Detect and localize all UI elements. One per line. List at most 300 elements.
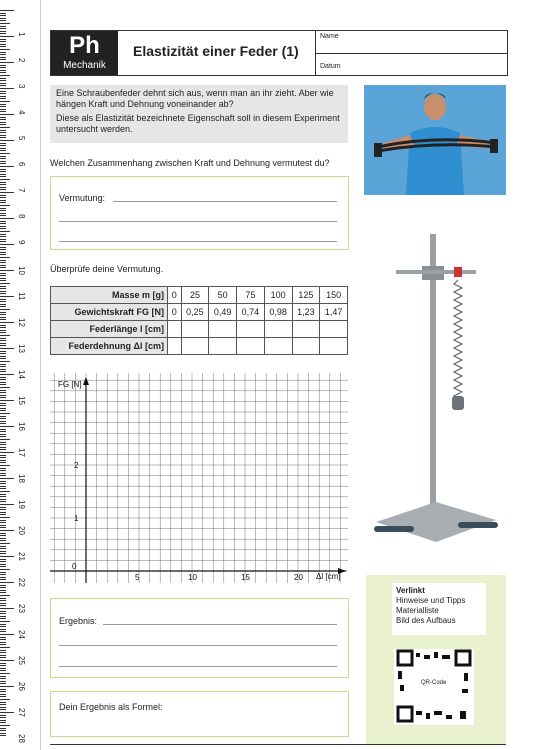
ruler-tick [0, 304, 6, 305]
ruler-tick [0, 182, 6, 183]
ruler-tick [0, 345, 6, 346]
ruler-tick [0, 13, 6, 14]
ruler-tick [0, 491, 10, 492]
ruler-tick [0, 405, 6, 406]
measurement-table [50, 286, 348, 355]
ruler-tick [0, 361, 10, 362]
check-instruction: Überprüfe deine Vermutung. [50, 264, 164, 274]
ruler-tick [0, 408, 6, 409]
ruler-tick [0, 374, 14, 375]
ruler-tick [0, 699, 10, 700]
ruler-number: 24 [17, 630, 26, 639]
ruler-tick [0, 145, 6, 146]
ruler-tick [0, 67, 6, 68]
empty-cell[interactable] [237, 321, 265, 338]
ruler-tick [0, 494, 6, 495]
ruler-tick [0, 293, 6, 294]
write-line[interactable] [59, 645, 337, 646]
ruler-number: 5 [17, 136, 26, 141]
ruler-tick [0, 283, 10, 284]
ruler-tick [0, 340, 6, 341]
ruler-tick [0, 481, 6, 482]
y-tick-label: 1 [74, 514, 79, 523]
ruler-tick [0, 579, 6, 580]
ruler-tick [0, 644, 6, 645]
ruler-tick [0, 470, 6, 471]
formula-box [50, 691, 349, 737]
ruler-tick [0, 377, 6, 378]
verlinkt-title: Verlinkt [396, 586, 425, 595]
ruler-tick [0, 715, 6, 716]
ruler-tick [0, 174, 6, 175]
empty-cell[interactable] [168, 321, 182, 338]
qr-label: QR-Code [421, 680, 447, 686]
row-label-extension: Federdehnung Δl [cm] [51, 338, 168, 355]
empty-cell[interactable] [320, 338, 348, 355]
x-tick-label: 20 [294, 573, 303, 582]
ruler-tick [0, 10, 14, 11]
ruler-tick [0, 652, 6, 653]
ruler-tick [0, 148, 6, 149]
table-cell: 0 [168, 287, 182, 304]
table-cell: 75 [237, 287, 265, 304]
ruler-tick [0, 426, 14, 427]
table-cell: 0 [168, 304, 182, 321]
ruler-tick [0, 265, 6, 266]
ruler-tick [0, 439, 10, 440]
ruler-tick [0, 390, 6, 391]
ruler-tick [0, 694, 6, 695]
ruler-tick [0, 670, 6, 671]
ruler-tick [0, 704, 6, 705]
ruler-number: 25 [17, 656, 26, 665]
ruler-tick [0, 483, 6, 484]
empty-cell[interactable] [209, 338, 237, 355]
ruler-tick [0, 223, 6, 224]
ruler-tick [0, 325, 6, 326]
ruler-tick [0, 559, 6, 560]
question-text: Welchen Zusammenhang zwischen Kraft und Dehnung vermutest du? [50, 158, 330, 168]
ruler-number: 28 [17, 734, 26, 743]
ruler-tick [0, 252, 6, 253]
subject-area: Mechanik [63, 60, 106, 71]
name-label: Name [320, 33, 339, 40]
table-cell: 0,49 [209, 304, 237, 321]
intro-text-1: Eine Schraubenfeder dehnt sich aus, wenn man an ihr zieht. Aber wie hängen Kraft und Dehnung voneinander ab? [56, 88, 334, 109]
ruler-tick [0, 52, 6, 53]
ruler-number: 15 [17, 396, 26, 405]
ruler-tick [0, 722, 6, 723]
ruler-tick [0, 210, 6, 211]
ruler-tick [0, 143, 6, 144]
ruler-tick [0, 712, 14, 713]
ruler-tick [0, 70, 6, 71]
empty-cell[interactable] [168, 338, 182, 355]
ruler-tick [0, 509, 6, 510]
ruler-tick [0, 137, 6, 138]
ruler-tick [0, 169, 6, 170]
ruler-tick [0, 397, 6, 398]
ruler-tick [0, 512, 6, 513]
ruler-tick [0, 496, 6, 497]
worksheet-title: Elastizität einer Feder (1) [133, 43, 299, 59]
ruler-tick [0, 72, 6, 73]
table-cell: 50 [209, 287, 237, 304]
ruler-tick [0, 733, 6, 734]
ruler-tick [0, 431, 6, 432]
ruler-tick [0, 369, 6, 370]
side-ruler [0, 0, 41, 750]
ruler-number: 22 [17, 578, 26, 587]
ruler-tick [0, 616, 6, 617]
table-cell: 25 [181, 287, 209, 304]
ruler-tick [0, 54, 6, 55]
ruler-tick [0, 717, 6, 718]
ruler-tick [0, 179, 10, 180]
ruler-tick [0, 455, 6, 456]
ruler-tick [0, 299, 6, 300]
table-row [51, 287, 348, 304]
ruler-tick [0, 564, 6, 565]
ruler-tick [0, 382, 6, 383]
ruler-tick [0, 681, 6, 682]
formula-label: Dein Ergebnis als Formel: [59, 702, 163, 712]
empty-cell[interactable] [237, 338, 265, 355]
empty-cell[interactable] [292, 321, 320, 338]
ruler-tick [0, 301, 6, 302]
ruler-tick [0, 309, 10, 310]
intro-box [50, 85, 348, 143]
ruler-tick [0, 135, 6, 136]
ruler-tick [0, 582, 14, 583]
ruler-tick [0, 353, 6, 354]
ruler-tick [0, 189, 6, 190]
ruler-tick [0, 364, 6, 365]
ruler-number: 26 [17, 682, 26, 691]
ruler-tick [0, 650, 6, 651]
ruler-tick [0, 275, 6, 276]
ruler-tick [0, 351, 6, 352]
ruler-tick [0, 111, 6, 112]
subject-code: Ph [69, 32, 100, 59]
ruler-tick [0, 41, 6, 42]
ruler-tick [0, 208, 6, 209]
ruler-tick [0, 707, 6, 708]
write-line[interactable] [59, 241, 337, 242]
ruler-tick [0, 280, 6, 281]
ruler-tick [0, 637, 6, 638]
subject-badge [51, 31, 118, 75]
ruler-tick [0, 33, 6, 34]
ruler-tick [0, 728, 6, 729]
ruler-tick [0, 457, 6, 458]
ruler-tick [0, 629, 6, 630]
ruler-number: 21 [17, 552, 26, 561]
y-tick-label: 2 [74, 461, 79, 470]
graph-paper[interactable] [50, 373, 348, 583]
ruler-tick [0, 319, 6, 320]
ruler-tick [0, 478, 14, 479]
ruler-tick [0, 239, 6, 240]
name-date-box [315, 31, 508, 75]
ruler-tick [0, 291, 6, 292]
ruler-tick [0, 93, 6, 94]
ruler-tick [0, 98, 6, 99]
empty-cell[interactable] [292, 338, 320, 355]
empty-cell[interactable] [181, 338, 209, 355]
ruler-tick [0, 447, 6, 448]
ruler-tick [0, 249, 6, 250]
ruler-tick [0, 725, 10, 726]
ruler-tick [0, 574, 6, 575]
ruler-tick [0, 200, 6, 201]
ruler-tick [0, 332, 6, 333]
ruler-tick [0, 18, 6, 19]
ruler-tick [0, 197, 6, 198]
ruler-tick [0, 384, 6, 385]
empty-cell[interactable] [264, 338, 292, 355]
ruler-tick [0, 270, 14, 271]
ruler-tick [0, 379, 6, 380]
ruler-tick [0, 566, 6, 567]
ruler-tick [0, 109, 6, 110]
hypothesis-box [50, 176, 349, 250]
ruler-tick [0, 338, 6, 339]
x-tick-label: 10 [188, 573, 197, 582]
ruler-tick [0, 278, 6, 279]
table-cell: 1,23 [292, 304, 320, 321]
worksheet-header [50, 30, 508, 76]
ruler-tick [0, 543, 10, 544]
ruler-number: 16 [17, 422, 26, 431]
ruler-tick [0, 538, 6, 539]
ruler-tick [0, 561, 6, 562]
ruler-tick [0, 31, 6, 32]
ruler-tick [0, 696, 6, 697]
ruler-tick [0, 499, 6, 500]
ruler-tick [0, 605, 6, 606]
empty-cell[interactable] [209, 321, 237, 338]
ruler-tick [0, 28, 6, 29]
ruler-tick [0, 356, 6, 357]
ruler-tick [0, 57, 6, 58]
ruler-tick [0, 504, 14, 505]
ruler-tick [0, 423, 6, 424]
table-row [51, 321, 348, 338]
ruler-tick [0, 387, 10, 388]
ruler-tick [0, 507, 6, 508]
ruler-tick [0, 691, 6, 692]
ruler-tick [0, 104, 6, 105]
row-label-force: Gewichtskraft FG [N] [51, 304, 168, 321]
ruler-tick [0, 262, 6, 263]
ruler-tick [0, 517, 10, 518]
ruler-tick [0, 535, 6, 536]
ruler-tick [0, 236, 6, 237]
ruler-tick [0, 163, 6, 164]
date-label: Datum [320, 63, 341, 70]
ruler-tick [0, 88, 14, 89]
empty-cell[interactable] [320, 321, 348, 338]
verlinkt-item[interactable]: Hinweise und Tipps [396, 596, 466, 605]
ruler-tick [0, 392, 6, 393]
ruler-tick [0, 621, 10, 622]
ruler-tick [0, 44, 6, 45]
ruler-tick [0, 327, 6, 328]
ruler-tick [0, 322, 14, 323]
ruler-tick [0, 608, 14, 609]
ruler-tick [0, 520, 6, 521]
ruler-tick [0, 314, 6, 315]
ruler-tick [0, 124, 6, 125]
ruler-number: 3 [17, 84, 26, 89]
ruler-tick [0, 80, 6, 81]
ruler-tick [0, 460, 6, 461]
ruler-number: 1 [17, 32, 26, 37]
ruler-tick [0, 533, 6, 534]
ruler-tick [0, 106, 6, 107]
ruler-number: 6 [17, 162, 26, 167]
ruler-tick [0, 673, 10, 674]
row-label-length: Federlänge l [cm] [51, 321, 168, 338]
ruler-tick [0, 603, 6, 604]
write-line[interactable] [103, 624, 337, 625]
ruler-tick [0, 150, 6, 151]
ruler-tick [0, 590, 6, 591]
ruler-number: 17 [17, 448, 26, 457]
ruler-tick [0, 462, 6, 463]
ruler-tick [0, 527, 6, 528]
ruler-tick [0, 678, 6, 679]
ruler-tick [0, 468, 6, 469]
ruler-tick [0, 166, 14, 167]
ruler-tick [0, 117, 6, 118]
name-divider [316, 53, 508, 54]
ruler-tick [0, 634, 14, 635]
ruler-tick [0, 569, 10, 570]
ruler-tick [0, 78, 6, 79]
ruler-tick [0, 429, 6, 430]
ruler-tick [0, 132, 6, 133]
table-cell: 150 [320, 287, 348, 304]
ruler-tick [0, 119, 6, 120]
ruler-number: 13 [17, 344, 26, 353]
write-line[interactable] [59, 221, 337, 222]
page-bottom-rule [50, 744, 506, 745]
empty-cell[interactable] [264, 321, 292, 338]
ruler-tick [0, 288, 6, 289]
ruler-tick [0, 85, 6, 86]
ruler-tick [0, 647, 10, 648]
ruler-number: 2 [17, 58, 26, 63]
ruler-tick [0, 702, 6, 703]
ruler-tick [0, 171, 6, 172]
ruler-tick [0, 546, 6, 547]
ruler-tick [0, 626, 6, 627]
ruler-number: 12 [17, 318, 26, 327]
ruler-tick [0, 286, 6, 287]
ruler-tick [0, 436, 6, 437]
ruler-number: 7 [17, 188, 26, 193]
ruler-tick [0, 330, 6, 331]
ruler-tick [0, 400, 14, 401]
ruler-tick [0, 585, 6, 586]
y-axis-label: FG [N] [58, 380, 82, 389]
x-tick-label: 0 [72, 562, 77, 571]
ruler-tick [0, 127, 10, 128]
table-cell: 0,98 [264, 304, 292, 321]
ruler-tick [0, 514, 6, 515]
expander-photo [364, 85, 506, 195]
ruler-tick [0, 231, 10, 232]
ruler-tick [0, 618, 6, 619]
ruler-tick [0, 577, 6, 578]
x-axis-label: Δl [cm] [316, 572, 341, 581]
spring-apparatus [366, 230, 506, 560]
ruler-tick [0, 273, 6, 274]
ruler-tick [0, 413, 10, 414]
ruler-tick [0, 122, 6, 123]
ruler-tick [0, 226, 6, 227]
ruler-tick [0, 247, 6, 248]
ruler-tick [0, 642, 6, 643]
table-cell: 100 [264, 287, 292, 304]
ruler-number: 11 [17, 292, 26, 301]
ruler-tick [0, 161, 6, 162]
verlinkt-card [392, 583, 486, 635]
ruler-number: 4 [17, 110, 26, 115]
ruler-number: 14 [17, 370, 26, 379]
ruler-tick [0, 665, 6, 666]
hypothesis-label: Vermutung: [59, 193, 106, 203]
ruler-tick [0, 553, 6, 554]
verlinkt-item[interactable]: Materialliste [396, 606, 439, 615]
ruler-tick [0, 184, 6, 185]
ruler-number: 19 [17, 500, 26, 509]
qr-code[interactable] [394, 649, 474, 725]
ruler-tick [0, 348, 14, 349]
intro-text-2: Diese als Elastizität bezeichnete Eigenschaft soll in diesem Experiment untersucht werden. [56, 113, 340, 134]
ruler-tick [0, 343, 6, 344]
ruler-tick [0, 83, 6, 84]
ruler-tick [0, 668, 6, 669]
ruler-tick [0, 213, 6, 214]
ruler-tick [0, 244, 14, 245]
ruler-tick [0, 655, 6, 656]
ruler-tick [0, 639, 6, 640]
ruler-tick [0, 221, 6, 222]
ruler-tick [0, 611, 6, 612]
write-line[interactable] [113, 201, 337, 202]
ruler-tick [0, 96, 6, 97]
ruler-tick [0, 421, 6, 422]
write-line[interactable] [59, 666, 337, 667]
verlinkt-item[interactable]: Bild des Aufbaus [396, 616, 456, 625]
table-row [51, 338, 348, 355]
empty-cell[interactable] [181, 321, 209, 338]
ruler-tick [0, 65, 6, 66]
ruler-tick [0, 488, 6, 489]
table-cell: 0,74 [237, 304, 265, 321]
ruler-tick [0, 195, 6, 196]
x-tick-label: 15 [241, 573, 250, 582]
ruler-tick [0, 176, 6, 177]
ruler-tick [0, 598, 6, 599]
ruler-tick [0, 358, 6, 359]
ruler-number: 18 [17, 474, 26, 483]
ruler-tick [0, 442, 6, 443]
result-label: Ergebnis: [59, 616, 98, 626]
